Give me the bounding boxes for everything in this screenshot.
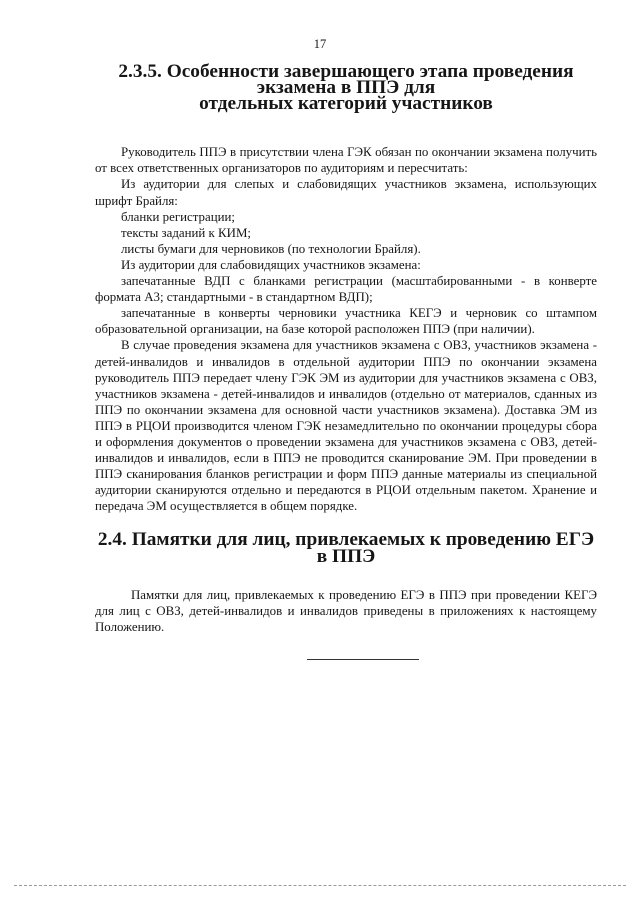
footer-scan-line [14, 885, 626, 886]
page-number: 17 [313, 37, 327, 51]
paragraph-braille-room: Из аудитории для слепых и слабовидящих участников экзамена, использующих шрифт Брайля: [95, 177, 597, 208]
section-heading-2-4: 2.4. Памятки для лиц, привлекаемых к проведению ЕГЭ в ППЭ [97, 529, 595, 567]
list-item-draft-sheets: листы бумаги для черновиков (по технологии Брайля). [121, 241, 421, 256]
paragraph-intro: Руководитель ППЭ в присутствии члена ГЭК обязан по окончании экзамена получить от всех ответственных организаторов по аудиториям и пересчитать: [95, 145, 597, 176]
paragraph-memos: Памятки для лиц, привлекаемых к проведению ЕГЭ в ППЭ при проведении КЕГЭ для лиц с ОВЗ, детей-инвалидов и инвалидов приведены в приложениях к настоящему Положению. [95, 587, 597, 634]
list-item-sealed-envelopes: запечатанные ВДП с бланками регистрации (масштабированными - в конверте формата А3; стандартными - в стандартном ВДП); [95, 274, 597, 305]
end-separator-line [307, 659, 419, 660]
document-body [95, 61, 597, 635]
list-item-sealed-drafts: запечатанные в конверты черновики участника КЕГЭ и черновик со штампом образовательной организации, на базе которой расположен ППЭ (при наличии). [95, 306, 597, 337]
section-heading-line-2: отдельных категорий участников [199, 93, 493, 115]
section-heading-line-1: 2.3.5. Особенности завершающего этапа проведения экзамена в ППЭ для [118, 61, 574, 99]
list-item-task-texts: тексты заданий к КИМ; [121, 225, 251, 240]
list-item-registration-forms: бланки регистрации; [121, 209, 235, 224]
paragraph-low-vision-room: Из аудитории для слабовидящих участников экзамена: [121, 257, 421, 272]
paragraph-special-room-procedure: В случае проведения экзамена для участников экзамена с ОВЗ, участников экзамена - детей-инвалидов и инвалидов в отдельной аудитории ППЭ по окончании экзамена руководитель ППЭ передает члену ГЭК ЭМ из аудитории для участников экзамена с ОВЗ, участников экзамена - детей-инвалидов и инвалидов (отдельно от материалов, сданных из ППЭ по окончании экзамена для основной части участников экзамена). Доставка ЭМ из ППЭ в РЦОИ производится членом ГЭК незамедлительно по окончании процедуры сбора и оформления документов о проведении экзамена для участников экзамена с ОВЗ, детей-инвалидов и инвалидов, если в ППЭ не проводится сканирование ЭМ. При проведении в ППЭ сканирования бланков регистрации и форм ППЭ данные материалы из специальной аудитории сканируются отдельно и передаются в РЦОИ отдельным пакетом. Хранение и передача ЭМ осуществляется в общем порядке. [95, 338, 597, 514]
section-heading-2-3-5 [95, 61, 597, 115]
